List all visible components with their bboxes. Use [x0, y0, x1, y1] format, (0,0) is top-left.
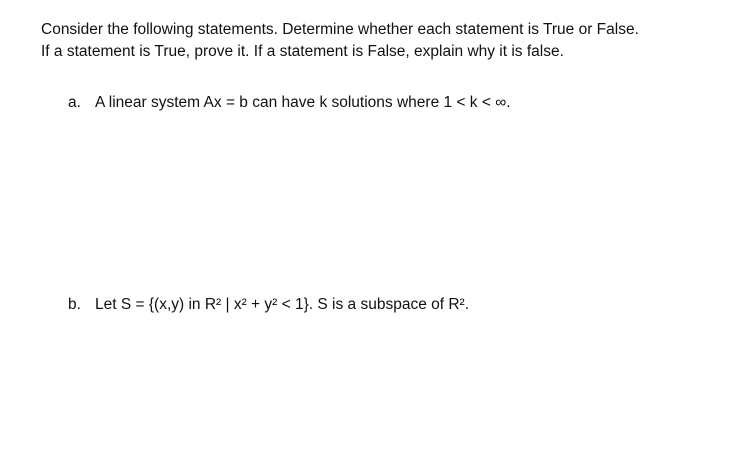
statement-a: [68, 92, 511, 114]
instructions-line-2: If a statement is True, prove it. If a statement is False, explain why it is false.: [41, 43, 564, 60]
statement-a-marker: a.: [68, 94, 81, 111]
statement-b-marker: b.: [68, 296, 81, 313]
instructions: [41, 19, 731, 63]
instructions-line-1: Consider the following statements. Determine whether each statement is True or False.: [41, 21, 639, 38]
statement-b-text: Let S = {(x,y) in R² | x² + y² < 1}. S is a subspace of R².: [95, 296, 470, 313]
statement-a-text: A linear system Ax = b can have k solutions where 1 < k < ∞.: [95, 94, 511, 111]
statement-b: [68, 294, 469, 316]
